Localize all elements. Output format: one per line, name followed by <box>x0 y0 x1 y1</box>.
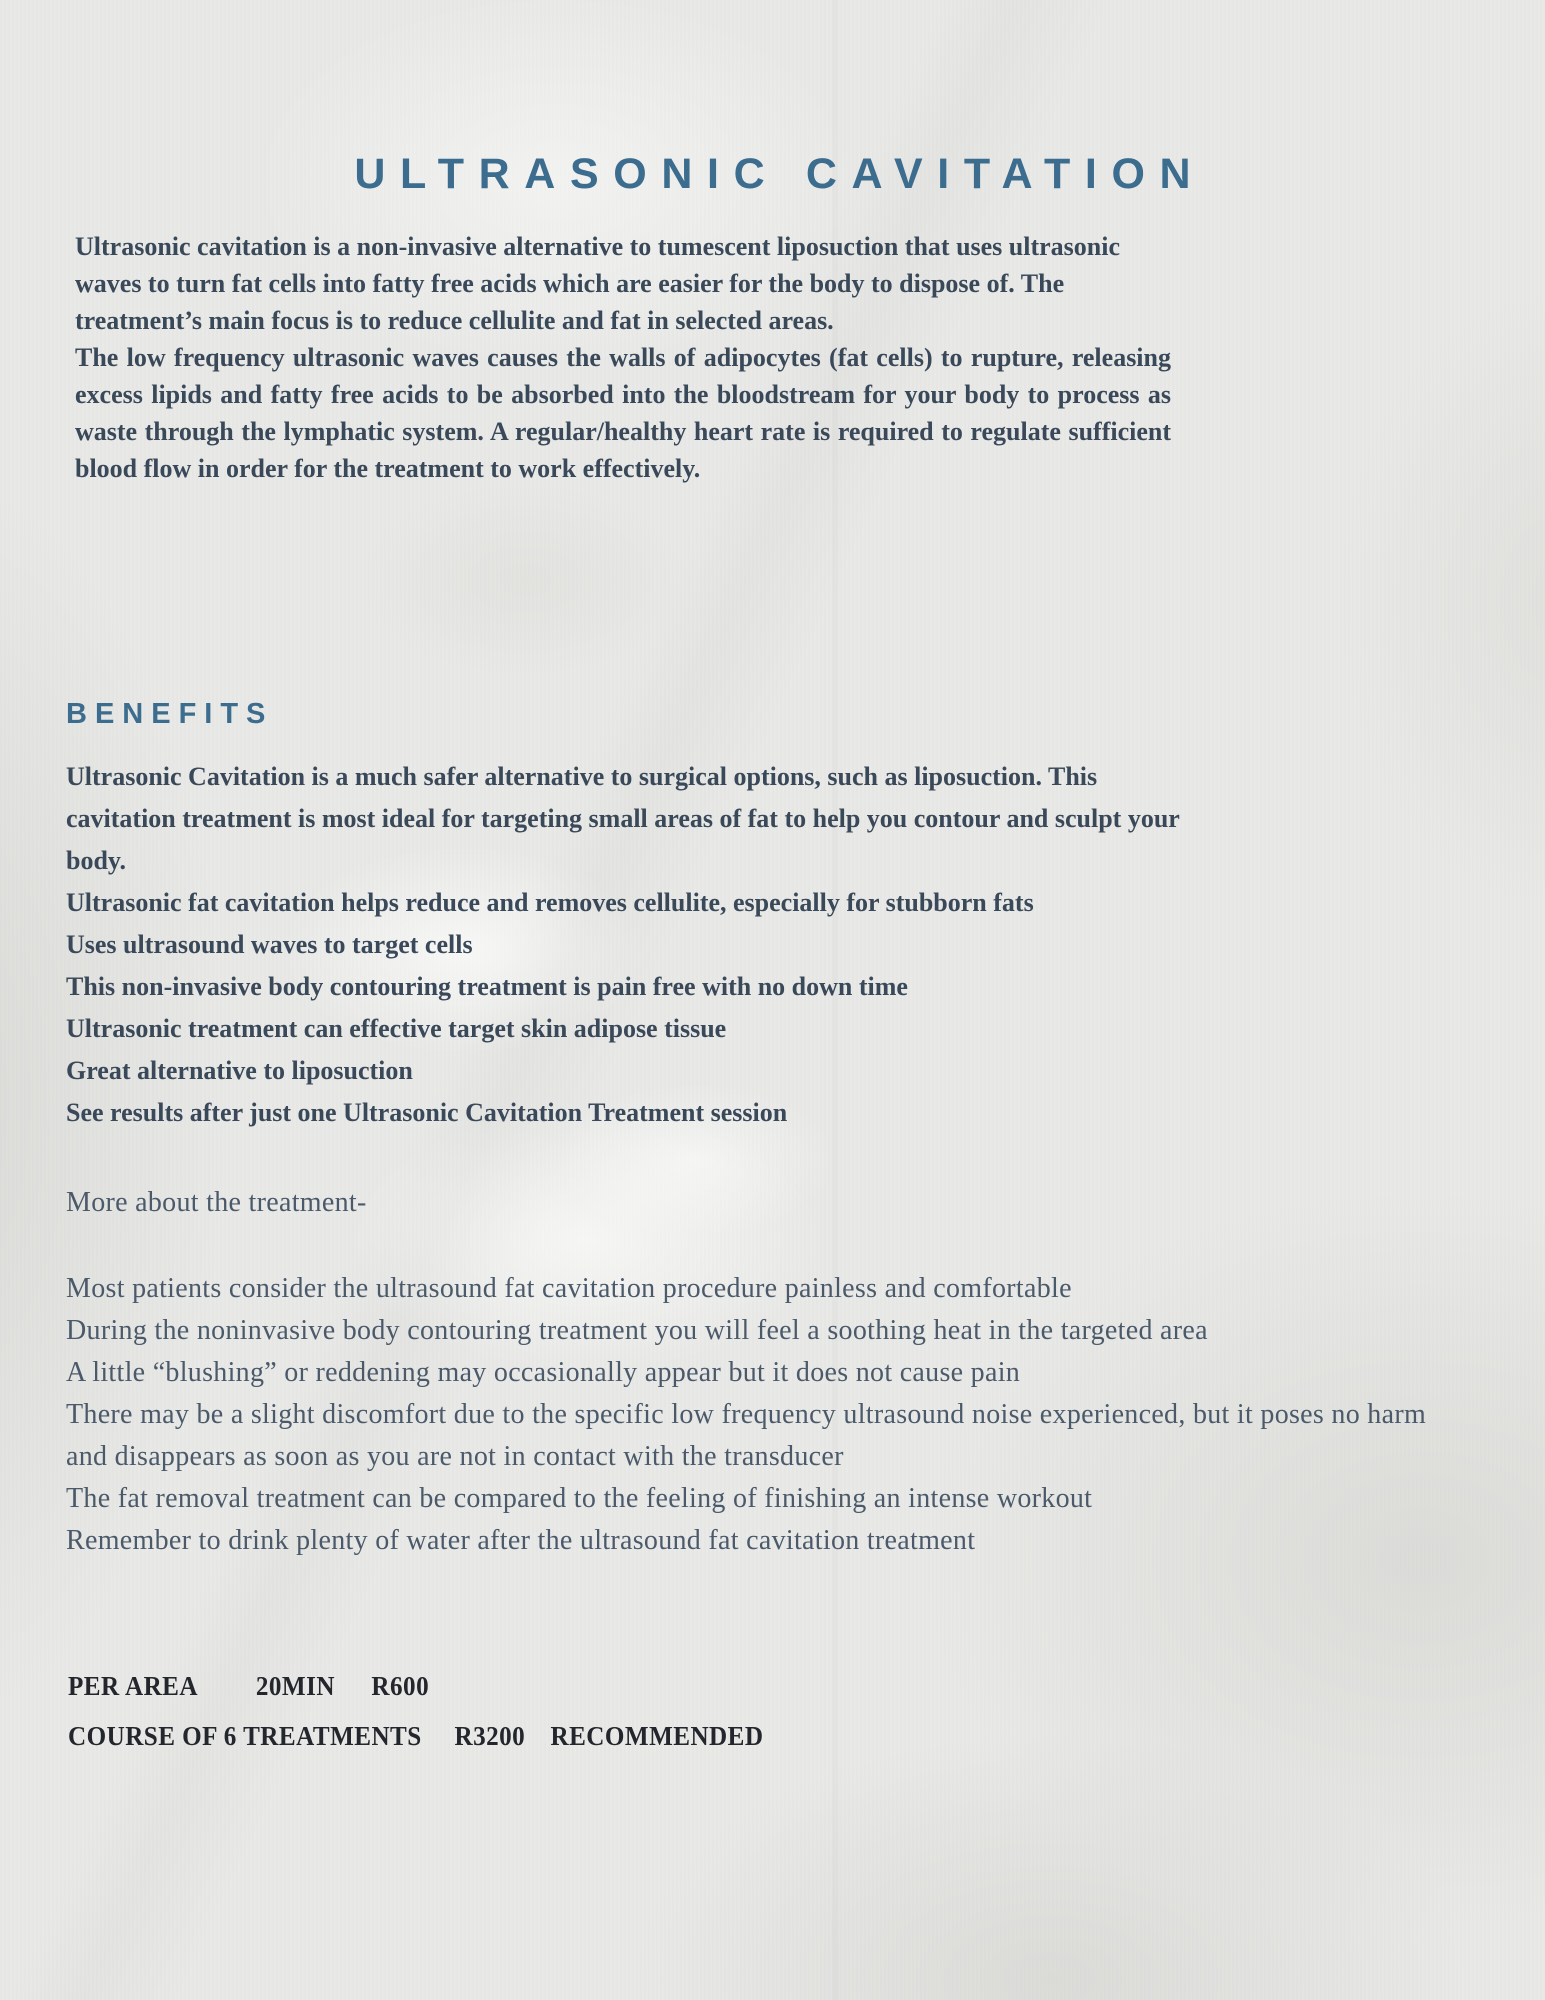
benefits-heading: BENEFITS <box>66 698 274 730</box>
pricing-section <box>68 1668 763 1754</box>
benefit-item: Uses ultrasound waves to target cells <box>66 930 473 959</box>
benefit-item: Ultrasonic Cavitation is a much safer alternative to surgical options, such as liposuction. This cavitation treatment is most ideal for targeting small areas of fat to help you contour and sculpt your body. <box>66 762 1180 875</box>
benefit-item: Ultrasonic treatment can effective target skin adipose tissue <box>66 1014 727 1043</box>
benefit-item: Great alternative to liposuction <box>66 1056 413 1085</box>
course-label: COURSE OF 6 TREATMENTS <box>68 1721 422 1751</box>
more-heading: More about the treatment- <box>66 1187 367 1218</box>
course-note: RECOMMENDED <box>550 1721 764 1751</box>
benefit-item: Ultrasonic fat cavitation helps reduce and removes cellulite, especially for stubborn fats <box>66 888 1034 917</box>
price-line-per-area <box>68 1668 763 1704</box>
more-item: The fat removal treatment can be compared to the feeling of finishing an intense workout <box>66 1483 1093 1514</box>
course-price: R3200 <box>454 1721 526 1751</box>
page-title: ULTRASONIC CAVITATION <box>354 150 1206 198</box>
more-item: Remember to drink plenty of water after the ultrasound fat cavitation treatment <box>66 1525 976 1556</box>
intro-paragraph-1: Ultrasonic cavitation is a non-invasive alternative to tumescent liposuction that uses ultrasonic waves to turn fat cells into fatty free acids which are easier for the body to dispose of. The treatment’s main focus is to reduce cellulite and fat in selected areas. <box>75 232 1121 335</box>
benefit-item: This non-invasive body contouring treatment is pain free with no down time <box>66 972 908 1001</box>
intro-section <box>75 228 1171 487</box>
benefit-item: See results after just one Ultrasonic Cavitation Treatment session <box>66 1098 788 1127</box>
more-item: There may be a slight discomfort due to the specific low frequency ultrasound noise experienced, but it poses no harm and disappears as soon as you are not in contact with the transducer <box>66 1399 1427 1472</box>
intro-paragraph-2: The low frequency ultrasonic waves causes the walls of adipocytes (fat cells) to rupture, releasing excess lipids and fatty free acids to be absorbed into the bloodstream for your body to process as waste through the lymphatic system. A regular/healthy heart rate is required to regulate sufficient blood flow in order for the treatment to work effectively. <box>75 343 1171 483</box>
benefits-list <box>66 756 1191 1134</box>
more-item: A little “blushing” or reddening may occasionally appear but it does not cause pain <box>66 1357 1021 1388</box>
more-item: Most patients consider the ultrasound fat cavitation procedure painless and comfortable <box>66 1273 1072 1304</box>
price-amount: R600 <box>371 1671 430 1701</box>
price-duration: 20MIN <box>255 1671 335 1701</box>
price-area-label: PER AREA <box>68 1671 198 1701</box>
more-item: During the noninvasive body contouring treatment you will feel a soothing heat in the targeted area <box>66 1315 1208 1346</box>
price-line-course <box>68 1718 763 1754</box>
more-about-section <box>66 1182 1466 1562</box>
